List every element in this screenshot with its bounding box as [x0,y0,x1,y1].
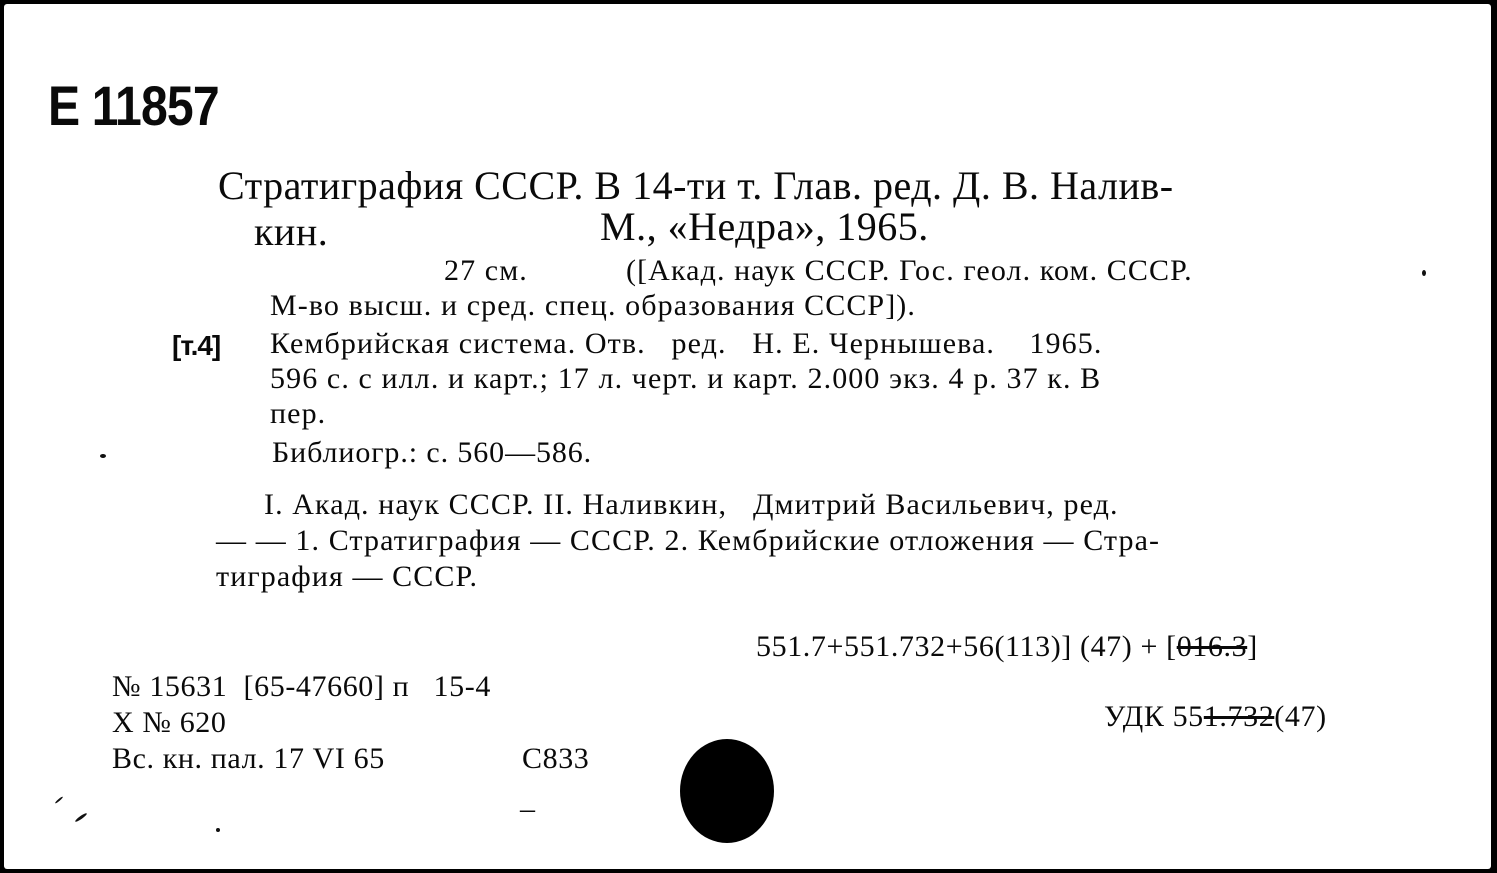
volume-mark: [т.4] [172,330,221,361]
size-note: 27 см. [444,254,528,287]
series-line-1: ([Акад. наук СССР. Гос. геол. ком. СССР. [626,254,1193,287]
dash-mark: – [520,792,536,825]
series-line-2: М-во высш. и сред. спец. образования СССР]). [270,289,916,322]
classification-end: ] [1247,630,1258,663]
speck [1422,270,1426,276]
volume-line-2: 596 с. с илл. и карт.; 17 л. черт. и карт. 2.000 экз. 4 р. 37 к. В [270,362,1102,395]
punch-hole [680,739,774,843]
classification-struck: 016.3 [1176,630,1248,663]
speck [100,454,106,458]
catalog-card [4,4,1491,869]
record-line-1: № 15631 [65-47660] п 15-4 [112,670,491,703]
udc-suffix: (47) [1274,700,1327,733]
accession-number: E 11857 [48,74,219,137]
title-line-1: Стратиграфия СССР. В 14-ти т. Глав. ред. Д. В. Налив- [218,163,1174,208]
speck [55,796,64,804]
record-line-2: Х № 620 [112,706,227,739]
title-line-2-author: кин. [254,209,329,254]
udc-prefix: УДК 55 [1104,700,1204,733]
tracing-line-2: — — 1. Стратиграфия — СССР. 2. Кембрийские отложения — Стра- [216,524,1161,557]
udc-code [1104,702,1327,732]
tracing-line-3: тиграфия — СССР. [216,560,479,593]
bibliography-note: Библиогр.: с. 560—586. [272,436,593,469]
classification-index [756,632,1258,662]
tracing-line-1: I. Акад. наук СССР. II. Наливкин, Дмитрий Васильевич, ред. [264,488,1119,521]
record-line-3: Вс. кн. пал. 17 VI 65 [112,742,385,775]
speck [216,828,220,832]
volume-line-3: пер. [270,397,327,430]
imprint: М., «Недра», 1965. [600,204,929,249]
udc-struck: 1.732 [1203,700,1275,733]
record-code: С833 [522,742,590,775]
classification-main: 551.7+551.732+56(113)] (47) + [ [756,630,1177,663]
speck [74,812,87,822]
volume-line-1: Кембрийская система. Отв. ред. Н. Е. Чернышева. 1965. [270,327,1103,360]
